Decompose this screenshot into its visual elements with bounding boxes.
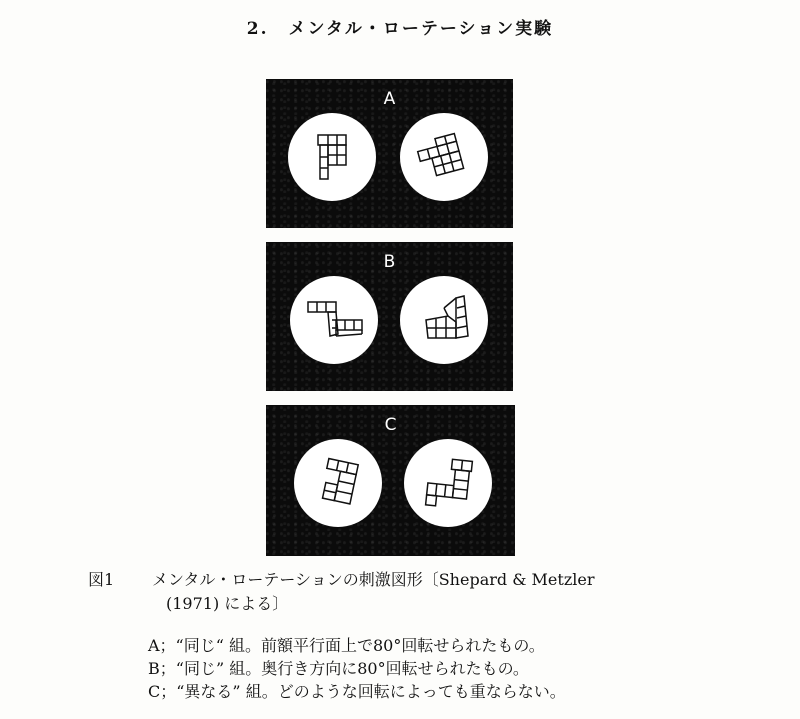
caption-line-1 xyxy=(88,568,768,592)
stimulus-circle-right xyxy=(404,439,492,527)
note-b: B；“同じ” 組。奥行き方向に80°回転せられたもの。 xyxy=(148,659,529,678)
panel-label: C xyxy=(384,415,397,435)
note-c: C；“異なる” 組。どのような回転によっても重ならない。 xyxy=(148,682,566,701)
section-heading xyxy=(0,14,800,39)
stimulus-circle-left xyxy=(288,113,376,201)
figure-label: 図1 xyxy=(88,570,115,589)
stimulus-circle-left xyxy=(294,439,382,527)
caption-line-2: (1971) による〕 xyxy=(166,594,289,613)
cube-figure-icon xyxy=(290,276,378,364)
caption-text: メンタル・ローテーションの刺激図形〔Shepard & Metzler xyxy=(152,570,595,589)
panel-label: B xyxy=(383,252,396,272)
stimulus-panel-a xyxy=(266,79,513,228)
cube-figure-icon xyxy=(288,113,376,201)
cube-figure-icon xyxy=(400,113,488,201)
cube-figure-icon xyxy=(294,439,382,527)
stimulus-circle-right xyxy=(400,113,488,201)
section-title: メンタル・ローテーション実験 xyxy=(288,19,554,39)
stimulus-panel-b xyxy=(266,242,513,391)
cube-figure-icon xyxy=(404,439,492,527)
note-a: A；“同じ“ 組。前額平行面上で80°回転せられたもの。 xyxy=(148,636,545,655)
figure-notes xyxy=(148,634,566,703)
stimulus-panel-c xyxy=(266,405,515,556)
figure-caption xyxy=(88,568,768,616)
panel-label: A xyxy=(383,89,396,109)
cube-figure-icon xyxy=(400,276,488,364)
stimulus-circle-right xyxy=(400,276,488,364)
stimulus-circle-left xyxy=(290,276,378,364)
section-number: 2. xyxy=(246,19,269,39)
